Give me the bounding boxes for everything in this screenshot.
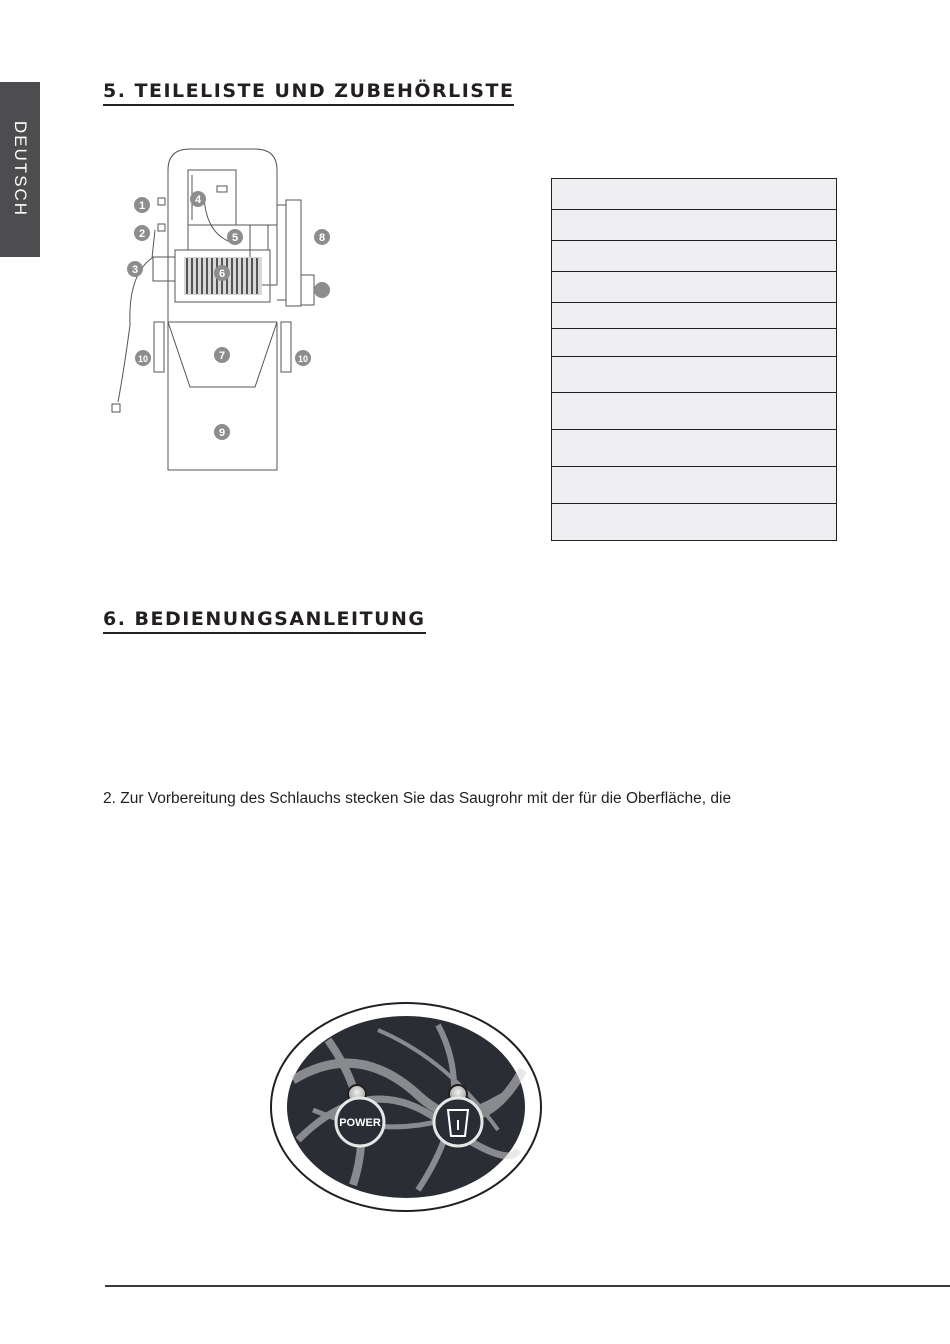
parts-row — [552, 303, 836, 329]
parts-row — [552, 241, 836, 272]
callout-8: 8 — [318, 232, 326, 244]
language-side-tab — [0, 82, 40, 257]
side-handle — [286, 200, 301, 306]
instruction-step-2: 2. Zur Vorbereitung des Schlauchs stecken Sie das Saugrohr mit der für die Oberfläche, die — [103, 790, 732, 807]
parts-row — [552, 467, 836, 504]
power-button-label: POWER — [339, 1117, 381, 1129]
callout-2: 2 — [138, 228, 146, 240]
callout-4: 4 — [194, 194, 202, 206]
dust-container — [168, 322, 277, 470]
vacuum-unit-diagram — [100, 140, 350, 485]
parts-list-table — [551, 178, 837, 541]
section-5-heading: 5. TEILELISTE UND ZUBEHÖRLISTE — [103, 80, 514, 106]
power-button[interactable] — [336, 1098, 384, 1146]
motor-housing — [168, 149, 277, 230]
parts-row — [552, 430, 836, 467]
parts-row — [552, 272, 836, 303]
callout-7: 7 — [218, 350, 226, 362]
callout-9: 9 — [218, 427, 226, 439]
callout-markers — [127, 191, 330, 440]
footer-rule — [105, 1285, 950, 1287]
callout-1: 1 — [138, 200, 146, 212]
control-panel-illustration — [268, 1000, 544, 1216]
section-6-heading: 6. BEDIENUNGSANLEITUNG — [103, 608, 426, 634]
language-label: DEUTSCH — [11, 120, 30, 218]
callout-5: 5 — [231, 232, 239, 244]
parts-row — [552, 357, 836, 393]
callout-3: 3 — [131, 264, 139, 276]
container-full-button[interactable] — [434, 1098, 482, 1146]
parts-row — [552, 179, 836, 210]
parts-row — [552, 504, 836, 541]
power-cord — [118, 230, 155, 402]
callout-10-left: 10 — [137, 354, 149, 364]
callout-6: 6 — [218, 268, 226, 280]
parts-row — [552, 393, 836, 430]
callout-10-right: 10 — [297, 354, 309, 364]
parts-row — [552, 329, 836, 357]
parts-row — [552, 210, 836, 241]
